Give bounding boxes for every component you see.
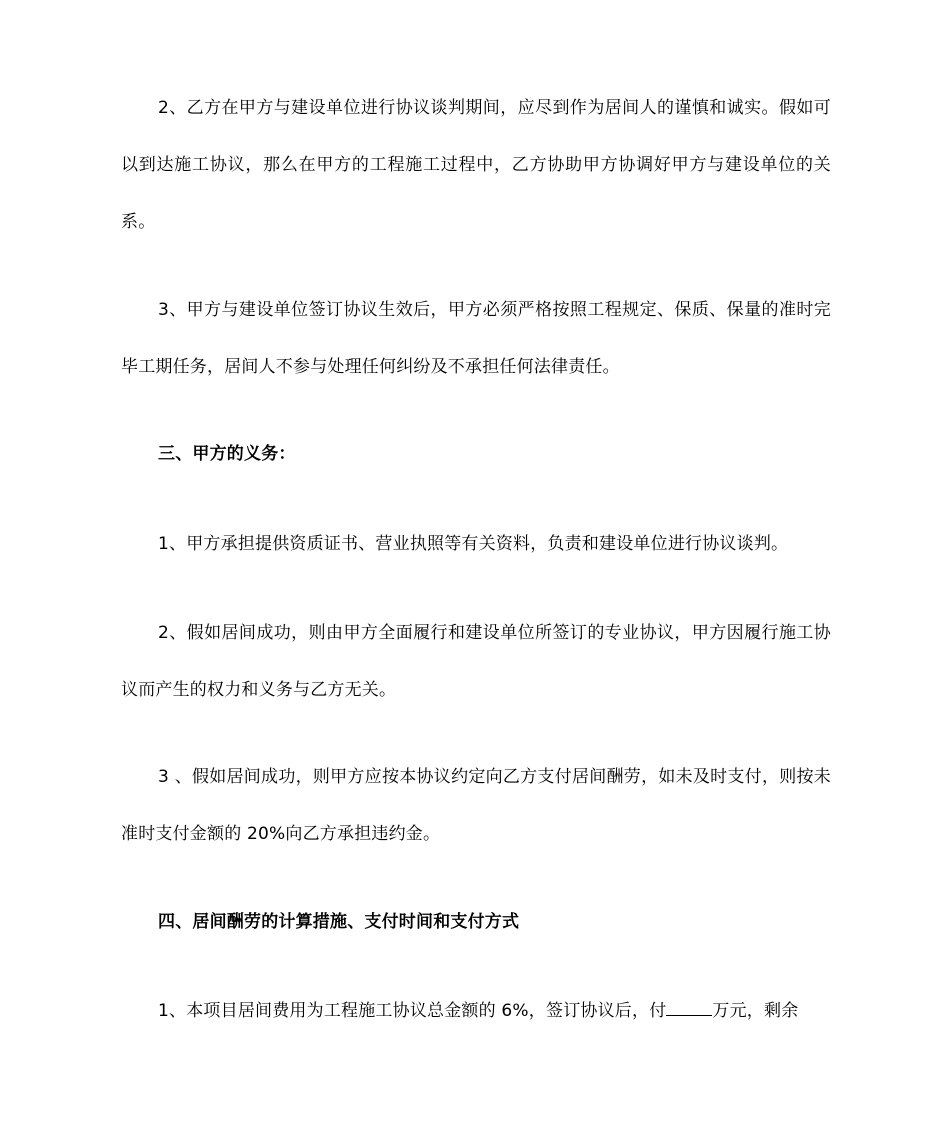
commission-fee-text-end: 万元，剩余	[712, 1001, 799, 1021]
paragraph-contract-effective: 3、甲方与建设单位签订协议生效后，甲方必须严格按照工程规定、保质、保量的准时完毕工期任务，居间人不参与处理任何纠纷及不承担任何法律责任。	[121, 300, 831, 377]
paragraph-payment-penalty: 3 、假如居间成功，则甲方应按本协议约定向乙方支付居间酬劳，如未及时支付，则按未准时支付金额的 20%向乙方承担违约金。	[121, 767, 831, 844]
amount-blank-line	[666, 1001, 712, 1016]
paragraph-party-a-documents: 1、甲方承担提供资质证书、营业执照等有关资料，负责和建设单位进行协议谈判。	[158, 534, 789, 554]
section-heading-commission-terms: 四、居间酬劳的计算措施、支付时间和支付方式	[158, 912, 520, 932]
commission-fee-text-start: 1、本项目居间费用为工程施工协议总金额的 6%，签订协议后，付	[158, 1001, 667, 1021]
section-heading-party-a-obligations: 三、甲方的义务：	[158, 444, 296, 464]
paragraph-party-a-performance: 2、假如居间成功，则由甲方全面履行和建设单位所签订的专业协议，甲方因履行施工协议而产生的权力和义务与乙方无关。	[121, 623, 831, 700]
paragraph-commission-fee	[121, 983, 831, 1040]
paragraph-intermediary-duty: 2、乙方在甲方与建设单位进行协议谈判期间，应尽到作为居间人的谨慎和诚实。假如可以到达施工协议，那么在甲方的工程施工过程中，乙方协助甲方协调好甲方与建设单位的关系。	[121, 98, 831, 232]
